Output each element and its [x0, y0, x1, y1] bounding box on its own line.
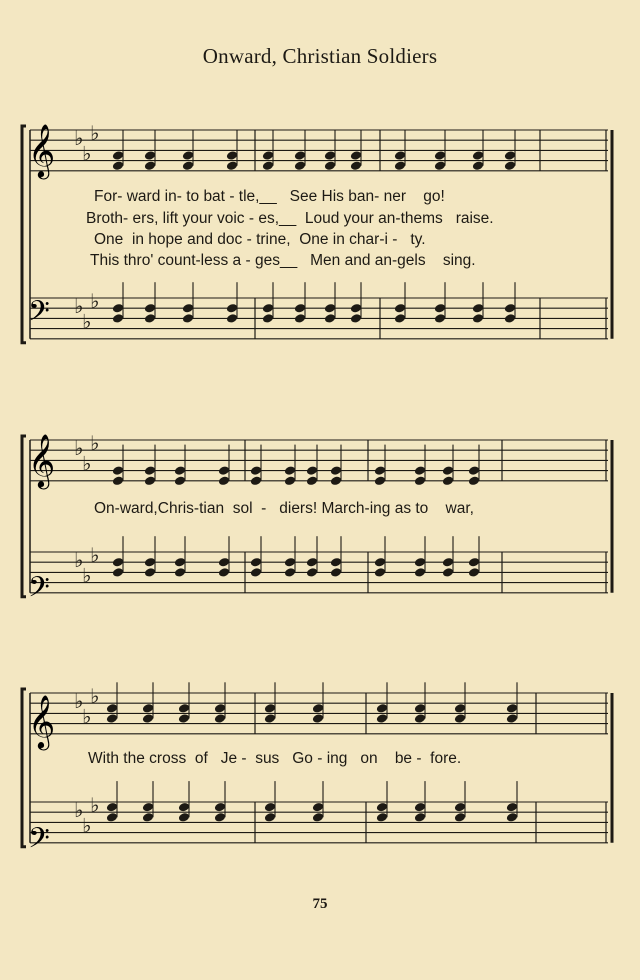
note-head: [226, 150, 238, 161]
flat-icon: ♭: [90, 545, 100, 568]
note-head: [394, 313, 406, 324]
note-head: [182, 150, 194, 161]
note-head: [306, 567, 318, 578]
note-head: [414, 567, 426, 578]
note-head: [262, 313, 274, 324]
note-head: [414, 713, 426, 724]
note-head: [506, 703, 518, 714]
note-head: [250, 475, 262, 486]
note-head: [294, 160, 306, 171]
verse-2-line: Broth- ers, lift your voic - es,__ Loud your an-thems raise.: [86, 210, 494, 227]
note-head: [112, 557, 124, 568]
note-head: [330, 567, 342, 578]
note-head: [142, 713, 154, 724]
flat-icon: ♭: [74, 128, 84, 151]
note-head: [106, 802, 118, 813]
note-head: [434, 150, 446, 161]
note-head: [250, 557, 262, 568]
note-head: [472, 160, 484, 171]
flat-icon: ♭: [74, 438, 84, 461]
note-head: [374, 567, 386, 578]
note-head: [376, 703, 388, 714]
note-head: [454, 812, 466, 823]
note-head: [294, 313, 306, 324]
note-head: [262, 303, 274, 314]
note-head: [144, 160, 156, 171]
flat-icon: ♭: [82, 143, 92, 166]
verse-1-line: For- ward in- to bat - tle,__ See His ban- ner go!: [94, 188, 445, 205]
note-head: [376, 812, 388, 823]
note-head: [174, 567, 186, 578]
note-head: [504, 303, 516, 314]
note-head: [112, 160, 124, 171]
note-head: [330, 557, 342, 568]
note-head: [504, 313, 516, 324]
note-head: [106, 713, 118, 724]
note-head: [312, 703, 324, 714]
note-head: [324, 303, 336, 314]
note-head: [284, 557, 296, 568]
note-head: [144, 475, 156, 486]
note-head: [414, 802, 426, 813]
note-head: [144, 557, 156, 568]
note-head: [330, 465, 342, 476]
bass-clef-icon: 𝄢: [28, 573, 50, 610]
note-head: [374, 475, 386, 486]
flat-icon: ♭: [90, 686, 100, 709]
flat-icon: ♭: [74, 691, 84, 714]
note-head: [214, 812, 226, 823]
note-head: [506, 713, 518, 724]
note-head: [144, 567, 156, 578]
note-head: [324, 313, 336, 324]
note-head: [506, 802, 518, 813]
bass-clef-icon: 𝄢: [28, 824, 50, 861]
note-head: [468, 475, 480, 486]
treble-clef-icon: 𝄞: [28, 696, 56, 747]
note-head: [218, 567, 230, 578]
note-head: [504, 160, 516, 171]
note-head: [312, 812, 324, 823]
note-head: [250, 465, 262, 476]
note-head: [214, 802, 226, 813]
note-head: [264, 802, 276, 813]
system-bracket: [22, 126, 26, 343]
flat-icon: ♭: [82, 453, 92, 476]
note-head: [312, 802, 324, 813]
note-head: [214, 703, 226, 714]
note-head: [394, 303, 406, 314]
note-head: [414, 812, 426, 823]
note-head: [414, 465, 426, 476]
note-head: [178, 802, 190, 813]
note-head: [442, 557, 454, 568]
system-bracket: [22, 689, 26, 847]
note-head: [226, 160, 238, 171]
verse-4-line: This thro' count-less a - ges__ Men and an-gels sing.: [90, 252, 476, 269]
note-head: [472, 313, 484, 324]
flat-icon: ♭: [82, 311, 92, 334]
note-head: [112, 313, 124, 324]
note-head: [312, 713, 324, 724]
note-head: [468, 557, 480, 568]
note-head: [144, 465, 156, 476]
note-head: [454, 713, 466, 724]
flat-icon: ♭: [90, 123, 100, 146]
refrain-line-1: On-ward,Chris-tian sol - diers! March-ing as to war,: [94, 500, 474, 517]
note-head: [294, 150, 306, 161]
note-head: [374, 557, 386, 568]
note-head: [434, 303, 446, 314]
note-head: [178, 713, 190, 724]
note-head: [182, 303, 194, 314]
note-head: [442, 567, 454, 578]
note-head: [350, 313, 362, 324]
note-head: [414, 475, 426, 486]
note-head: [376, 802, 388, 813]
note-head: [284, 567, 296, 578]
note-head: [144, 303, 156, 314]
note-head: [442, 465, 454, 476]
system-bracket: [22, 436, 26, 597]
note-head: [350, 160, 362, 171]
note-head: [226, 303, 238, 314]
note-head: [350, 150, 362, 161]
note-head: [376, 713, 388, 724]
note-head: [174, 465, 186, 476]
note-head: [434, 160, 446, 171]
note-head: [262, 150, 274, 161]
refrain-line-2: With the cross of Je - sus Go - ing on be - fore.: [88, 750, 462, 767]
note-head: [214, 713, 226, 724]
flat-icon: ♭: [90, 291, 100, 314]
note-head: [472, 303, 484, 314]
note-head: [284, 475, 296, 486]
treble-clef-icon: 𝄞: [28, 435, 56, 486]
note-head: [294, 303, 306, 314]
note-head: [174, 475, 186, 486]
note-head: [112, 465, 124, 476]
note-head: [178, 703, 190, 714]
note-head: [262, 160, 274, 171]
note-head: [454, 703, 466, 714]
note-head: [504, 150, 516, 161]
note-head: [324, 160, 336, 171]
flat-icon: ♭: [90, 433, 100, 456]
hymn-title: Onward, Christian Soldiers: [202, 44, 438, 68]
note-head: [324, 150, 336, 161]
note-head: [218, 465, 230, 476]
flat-icon: ♭: [74, 296, 84, 319]
note-head: [394, 150, 406, 161]
note-head: [144, 150, 156, 161]
note-head: [472, 150, 484, 161]
note-head: [218, 475, 230, 486]
note-head: [434, 313, 446, 324]
note-head: [144, 313, 156, 324]
note-head: [468, 465, 480, 476]
note-head: [442, 475, 454, 486]
note-head: [106, 703, 118, 714]
page-number: 75: [312, 896, 328, 912]
flat-icon: ♭: [90, 795, 100, 818]
note-head: [106, 812, 118, 823]
note-head: [284, 465, 296, 476]
flat-icon: ♭: [74, 550, 84, 573]
note-head: [264, 703, 276, 714]
note-head: [174, 557, 186, 568]
note-head: [178, 812, 190, 823]
note-head: [306, 465, 318, 476]
treble-clef-icon: 𝄞: [28, 125, 56, 176]
note-head: [306, 475, 318, 486]
flat-icon: ♭: [74, 800, 84, 823]
note-head: [454, 802, 466, 813]
note-head: [226, 313, 238, 324]
note-head: [112, 303, 124, 314]
flat-icon: ♭: [82, 815, 92, 838]
note-head: [250, 567, 262, 578]
note-head: [414, 557, 426, 568]
flat-icon: ♭: [82, 706, 92, 729]
note-head: [506, 812, 518, 823]
note-head: [218, 557, 230, 568]
note-head: [112, 150, 124, 161]
note-head: [350, 303, 362, 314]
note-head: [468, 567, 480, 578]
note-head: [394, 160, 406, 171]
note-head: [264, 713, 276, 724]
note-head: [374, 465, 386, 476]
verse-3-line: One in hope and doc - trine, One in char-i - ty.: [94, 231, 426, 248]
note-head: [330, 475, 342, 486]
note-head: [182, 160, 194, 171]
note-head: [414, 703, 426, 714]
note-head: [112, 475, 124, 486]
note-head: [142, 802, 154, 813]
note-head: [142, 703, 154, 714]
note-head: [182, 313, 194, 324]
flat-icon: ♭: [82, 565, 92, 588]
note-head: [264, 812, 276, 823]
bass-clef-icon: 𝄢: [28, 297, 50, 334]
note-head: [112, 567, 124, 578]
note-head: [306, 557, 318, 568]
note-head: [142, 812, 154, 823]
